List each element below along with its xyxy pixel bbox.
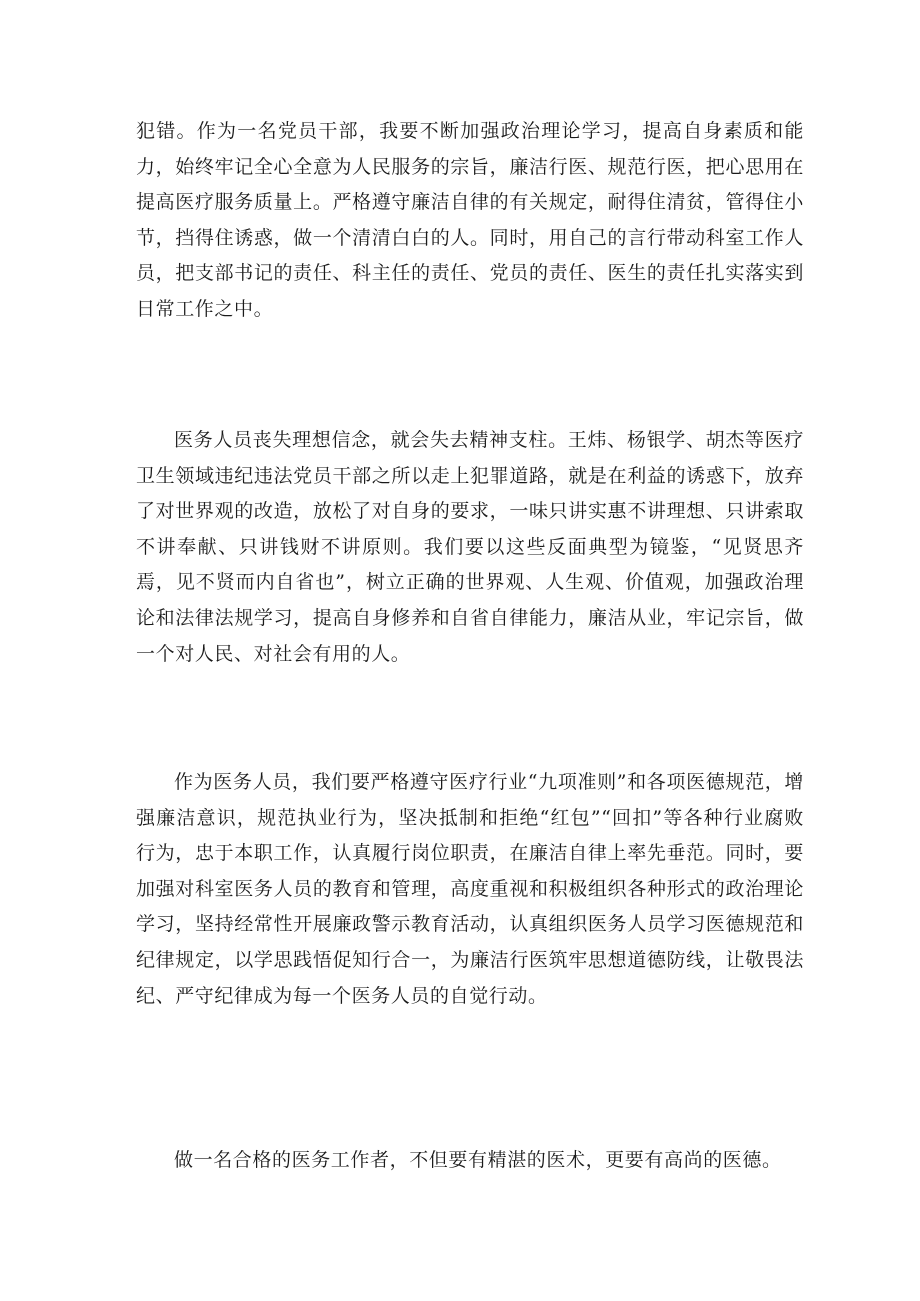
paragraph-3: 作为医务人员，我们要严格遵守医疗行业“九项准则”和各项医德规范，增强廉洁意识，规范执业行为，坚决抵制和拒绝“红包”“回扣”等各种行业腐败行为，忠于本职工作，认真履行岗位职责，在廉洁自律上率先垂范。同时，要加强对科室医务人员的教育和管理，高度重视和积极组织各种形式的政治理论学习，坚持经常性开展廉政警示教育活动，认真组织医务人员学习医德规范和纪律规定，以学思践悟促知行合一，为廉洁行医筑牢思想道德防线，让敬畏法纪、严守纪律成为每一个医务人员的自觉行动。	[136, 771, 804, 1007]
paragraph-1-block	[136, 114, 804, 328]
paragraph-4-block	[136, 1143, 804, 1179]
paragraph-4: 做一名合格的医务工作者，不但要有精湛的医术，更要有高尚的医德。	[174, 1149, 782, 1171]
paragraph-3-block	[136, 765, 804, 1014]
paragraph-2: 医务人员丧失理想信念，就会失去精神支柱。王炜、杨银学、胡杰等医疗卫生领域违纪违法党员干部之所以走上犯罪道路，就是在利益的诱惑下，放弃了对世界观的改造，放松了对自身的要求，一味只讲实惠不讲理想、只讲索取不讲奉献、只讲钱财不讲原则。我们要以这些反面典型为镜鉴，“见贤思齐焉，见不贤而内自省也”，树立正确的世界观、人生观、价值观，加强政治理论和法律法规学习，提高自身修养和自省自律能力，廉洁从业，牢记宗旨，做一个对人民、对社会有用的人。	[136, 429, 804, 665]
paragraph-1: 犯错。作为一名党员干部，我要不断加强政治理论学习，提高自身素质和能力，始终牢记全心全意为人民服务的宗旨，廉洁行医、规范行医，把心思用在提高医疗服务质量上。严格遵守廉洁自律的有关规定，耐得住清贫，管得住小节，挡得住诱惑，做一个清清白白的人。同时，用自己的言行带动科室工作人员，把支部书记的责任、科主任的责任、党员的责任、医生的责任扎实落实到日常工作之中。	[136, 120, 804, 320]
paragraph-2-block	[136, 423, 804, 672]
